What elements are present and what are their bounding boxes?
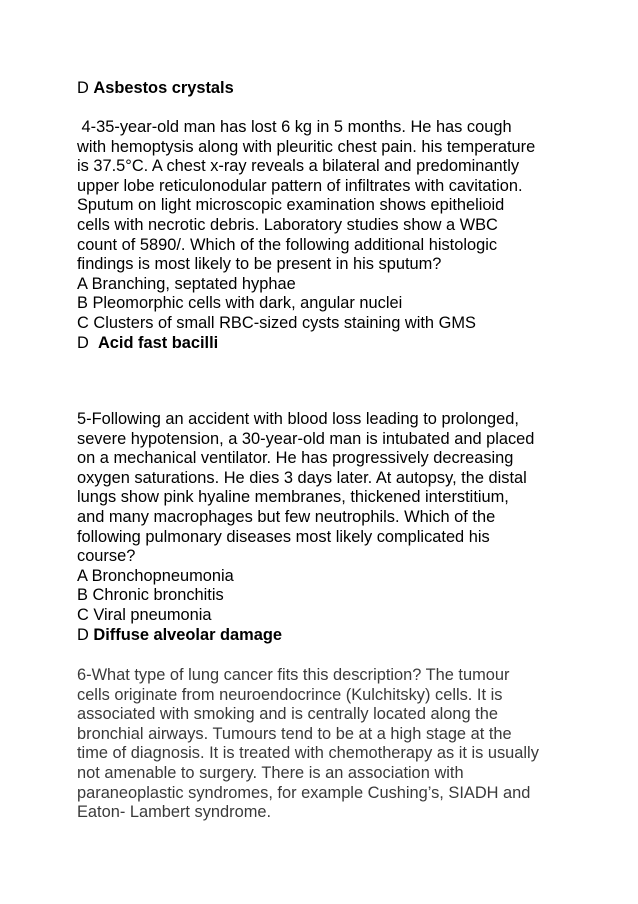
answer-option-d — [77, 79, 597, 99]
correct-answer-text: Acid fast bacilli — [97, 333, 219, 352]
question-stem-line: cells originate from neuroendocrince (Kulchitsky) cells. It is — [77, 685, 503, 704]
question-6 — [77, 666, 597, 823]
answer-option-b: B Chronic bronchitis — [77, 586, 224, 605]
answer-option-a: A Branching, septated hyphae — [77, 274, 296, 293]
option-letter: D — [77, 625, 89, 644]
answer-option-c: C Clusters of small RBC-sized cysts staining with GMS — [77, 313, 476, 332]
question-stem-line: paraneoplastic syndromes, for example Cushing’s, SIADH and — [77, 783, 531, 802]
previous-answer-line — [77, 79, 597, 99]
question-stem-line: associated with smoking and is centrally located along the — [77, 705, 498, 724]
question-4 — [77, 118, 597, 353]
question-stem-line: not amenable to surgery. There is an association with — [77, 763, 464, 782]
option-letter: D — [77, 333, 89, 352]
question-stem-line: count of 5890/. Which of the following additional histologic — [77, 235, 498, 254]
question-stem-line: lungs show pink hyaline membranes, thickened interstitium, — [77, 488, 509, 507]
question-stem-line: course? — [77, 547, 136, 566]
correct-answer-text: Asbestos crystals — [93, 79, 234, 97]
answer-option-a: A Bronchopneumonia — [77, 566, 234, 585]
question-stem-line: on a mechanical ventilator. He has progressively decreasing — [77, 449, 514, 468]
question-stem-line: 6-What type of lung cancer fits this description? The tumour — [77, 666, 510, 684]
question-stem-line: following pulmonary diseases most likely complicated his — [77, 527, 490, 546]
question-stem-line: bronchial airways. Tumours tend to be at a high stage at the — [77, 724, 512, 743]
answer-option-c: C Viral pneumonia — [77, 605, 212, 624]
option-letter: D — [77, 79, 89, 97]
question-stem-line: Eaton- Lambert syndrome. — [77, 803, 272, 822]
question-stem-line: oxygen saturations. He dies 3 days later. At autopsy, the distal — [77, 468, 527, 487]
correct-answer-text: Diffuse alveolar damage — [93, 625, 282, 644]
question-stem-line: findings is most likely to be present in his sputum? — [77, 255, 442, 274]
question-stem-line: severe hypotension, a 30-year-old man is intubated and placed — [77, 429, 535, 448]
question-stem-line: with hemoptysis along with pleuritic chest pain. his temperature — [77, 137, 536, 156]
question-stem-line: cells with necrotic debris. Laboratory studies show a WBC — [77, 215, 498, 234]
question-stem-line: is 37.5°C. A chest x-ray reveals a bilateral and predominantly — [77, 157, 520, 176]
question-stem-line: 5-Following an accident with blood loss leading to prolonged, — [77, 410, 519, 428]
question-stem-line: time of diagnosis. It is treated with chemotherapy as it is usually — [77, 744, 539, 763]
question-stem-line: Sputum on light microscopic examination shows epithelioid — [77, 196, 505, 215]
answer-option-d — [77, 334, 597, 354]
question-5 — [77, 410, 597, 645]
answer-option-d — [77, 626, 597, 646]
question-stem-line: and many macrophages but few neutrophils. Which of the — [77, 507, 496, 526]
question-stem-line: upper lobe reticulonodular pattern of infiltrates with cavitation. — [77, 176, 523, 195]
answer-option-b: B Pleomorphic cells with dark, angular nuclei — [77, 294, 403, 313]
question-stem-line: 4-35-year-old man has lost 6 kg in 5 months. He has cough — [77, 118, 512, 136]
